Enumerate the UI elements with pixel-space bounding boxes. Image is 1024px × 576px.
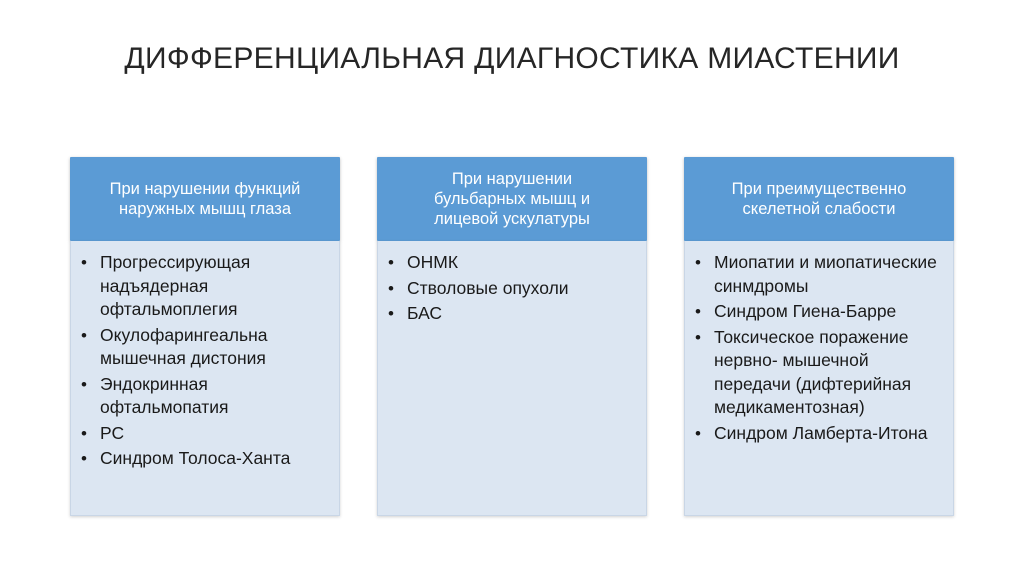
diagnosis-list <box>388 251 638 326</box>
column-header-line: скелетной слабости <box>742 200 896 218</box>
column-header-line: При нарушении <box>451 170 573 188</box>
column-header-line: бульбарных мышц и <box>433 190 591 208</box>
list-item: • Синдром Толоса-Ханта <box>81 447 331 471</box>
column-body <box>684 241 954 516</box>
page-title: ДИФФЕРЕНЦИАЛЬНАЯ ДИАГНОСТИКА МИАСТЕНИИ <box>124 42 900 75</box>
list-item: • ОНМК <box>388 251 638 275</box>
column-header-line: наружных мышц глаза <box>118 200 292 218</box>
diagnosis-column-eye-muscles <box>70 157 340 516</box>
list-item: • БАС <box>388 302 638 326</box>
list-item: • Токсическое поражение нервно- мышечной передачи (дифтерийная медикаментозная) <box>695 326 945 420</box>
list-item: • Миопатии и миопатические синмдромы <box>695 251 945 298</box>
list-item: • Прогрессирующая надъядерная офтальмоплегия <box>81 251 331 322</box>
list-item: • Синдром Ламберта-Итона <box>695 422 945 446</box>
list-item: • Синдром Гиена-Барре <box>695 300 945 324</box>
column-header-line: лицевой ускулатуры <box>434 210 590 228</box>
list-item: • Стволовые опухоли <box>388 277 638 301</box>
column-header <box>70 157 340 241</box>
column-header-line: При нарушении функций <box>109 180 301 198</box>
diagnosis-column-skeletal-weakness <box>684 157 954 516</box>
column-body <box>70 241 340 516</box>
list-item: • Эндокринная офтальмопатия <box>81 373 331 420</box>
list-item: • Окулофарингеальна мышечная дистония <box>81 324 331 371</box>
column-body <box>377 241 647 516</box>
column-header <box>684 157 954 241</box>
diagnosis-list <box>695 251 945 445</box>
column-header-line: При преимущественно <box>731 180 907 198</box>
diagnosis-list <box>81 251 331 471</box>
list-item: • РС <box>81 422 331 446</box>
column-header <box>377 157 647 241</box>
diagnosis-column-bulbar-muscles <box>377 157 647 516</box>
